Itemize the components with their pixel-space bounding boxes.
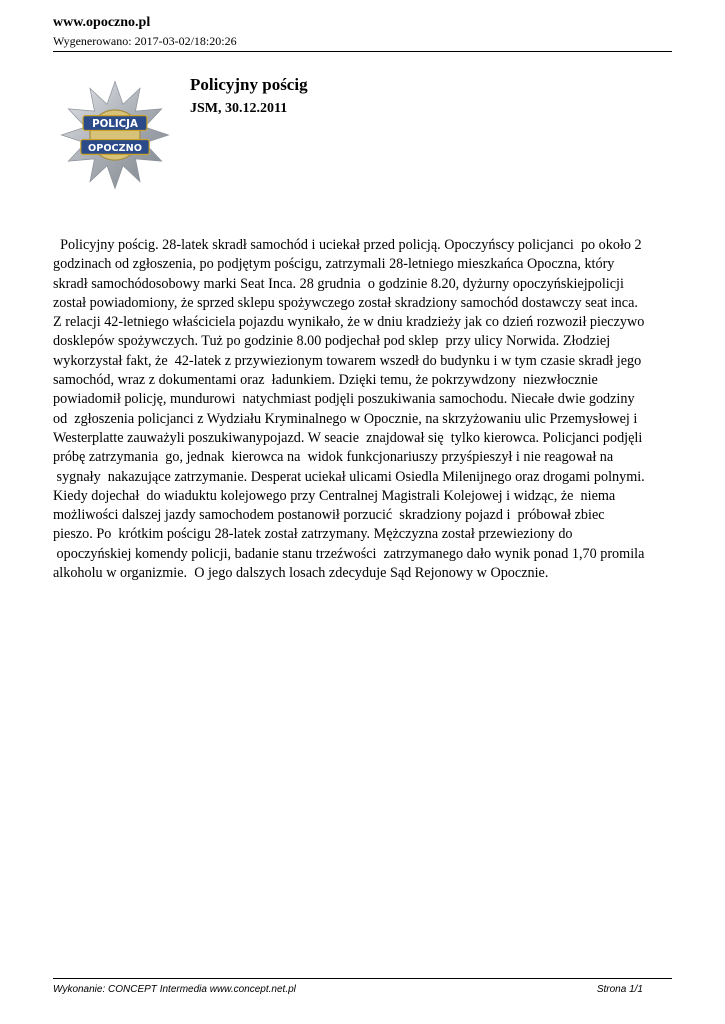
generated-timestamp: Wygenerowano: 2017-03-02/18:20:26: [53, 34, 237, 48]
page-number: Strona 1/1: [596, 984, 643, 995]
article-title: Policyjny pościg: [190, 75, 308, 94]
header-divider: [53, 51, 672, 52]
footer-divider: [53, 978, 672, 979]
logo-top-text: POLICJA: [92, 118, 138, 131]
footer-credit[interactable]: Wykonanie: CONCEPT Intermedia www.concept.net.pl: [53, 984, 296, 995]
logo-bottom-text: OPOCZNO: [88, 142, 142, 154]
police-star-badge-icon: [58, 78, 172, 192]
page-header: [53, 14, 672, 49]
article-byline: JSM, 30.12.2011: [190, 101, 288, 116]
site-url[interactable]: www.opoczno.pl: [53, 15, 151, 30]
article-body: Policyjny pościg. 28-latek skradł samochód i uciekał przed policją. Opoczyńscy policjanci po około 2 godzinach od zgłoszenia, po podjętym pościgu, zatrzymali 28-letniego mieszkańca Opoczna, który skradł samochódosobowy marki Seat Inca. 28 grudnia o godzinie 8.20, dyżurny opoczyńskiejpolicji został powiadomiony, że sprzed sklepu spożywczego został skradziony samochód dostawczy seat inca. Z relacji 42-letniego właściciela pojazdu wynikało, że w dniu kradzieży jak co dzień rozwoził pieczywo dosklepów spożywczych. Tuż po godzinie 8.00 podjechał pod sklep przy ulicy Norwida. Złodziej wykorzystał fakt, że 42-latek z przywiezionym towarem wszedł do budynku i w tym czasie skradł jego samochód, wraz z dokumentami oraz ładunkiem. Dzięki temu, że pokrzywdzony niezwłocznie powiadomił policję, mundurowi natychmiast podjęli poszukiwania samochodu. Niecałe dwie godziny od zgłoszenia policjanci z Wydziału Kryminalnego w Opocznie, na skrzyżowaniu ulic Przemysłowej i Westerplatte zauważyli poszukiwanypojazd. W seacie znajdował się tylko kierowca. Policjanci podjęli próbę zatrzymania go, jednak kierowca na widok funkcjonariuszy przyśpieszył i nie reagował na sygnały nakazujące zatrzymanie. Desperat uciekał ulicami Osiedla Milenijnego oraz drogami polnymi. Kiedy dojechał do wiaduktu kolejowego przy Centralnej Magistrali Kolejowej i widząc, że niema możliwości dalszej jazdy samochodem postanowił porzucić skradziony pojazd i próbował zbiec pieszo. Po krótkim pościgu 28-latek został zatrzymany. Mężczyzna został przewieziony do opoczyńskiej komendy policji, badanie stanu trzeźwości zatrzymanego dało wynik ponad 1,70 promila alkoholu w organizmie. O jego dalszych losach zdecyduje Sąd Rejonowy w Opocznie.: [53, 237, 645, 582]
